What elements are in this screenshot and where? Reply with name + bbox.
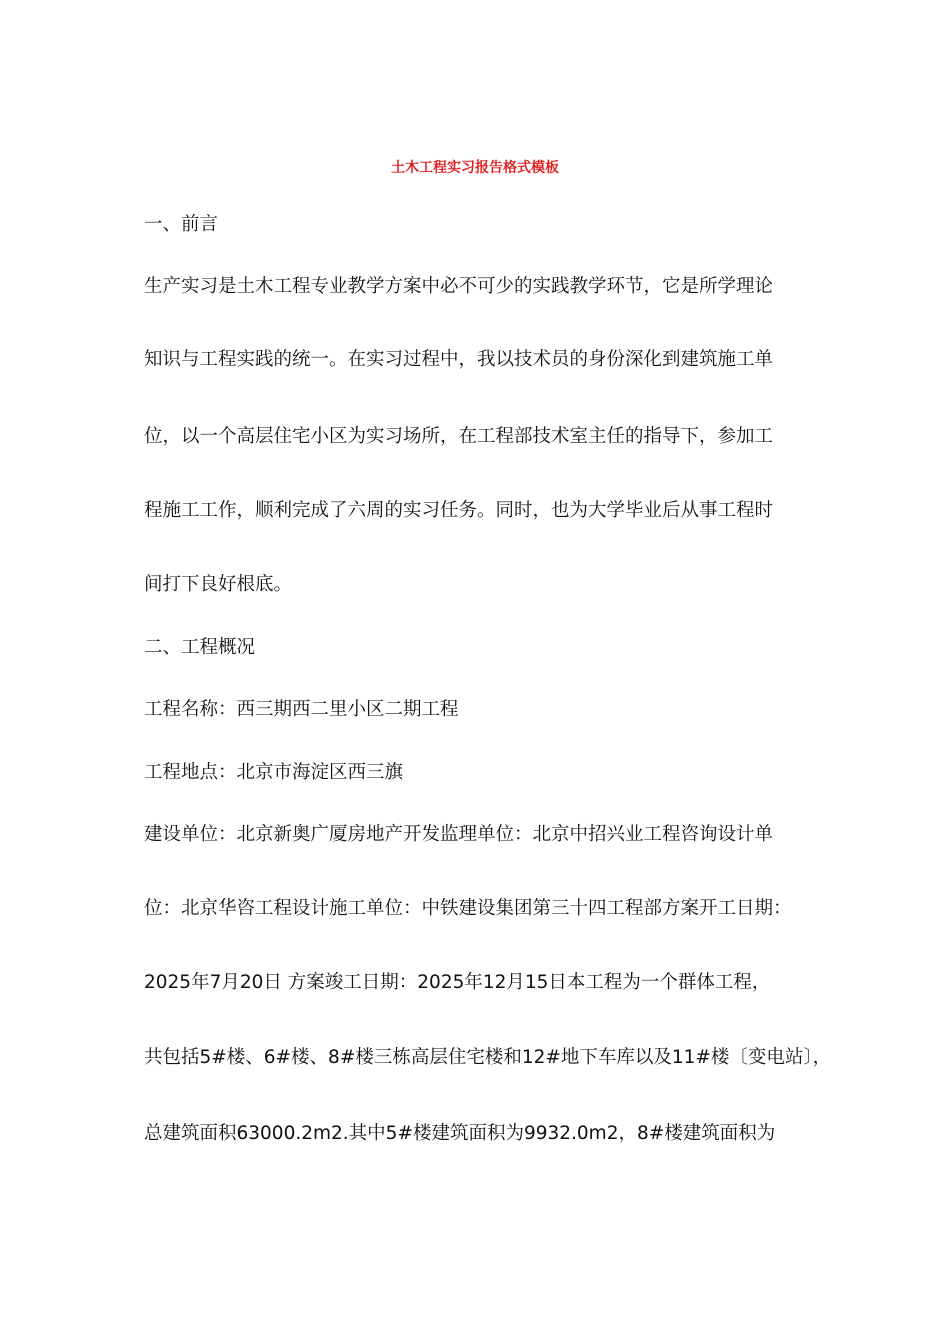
- paragraph-line: 共包括5#楼、6#楼、8#楼三栋高层住宅楼和12#地下车库以及11#楼〔变电站〕，: [144, 1047, 832, 1068]
- paragraph-line: 总建筑面积63000.2m2.其中5#楼建筑面积为9932.0m2，8#楼建筑面积为: [144, 1123, 776, 1144]
- section-heading-overview: 二、工程概况: [144, 637, 256, 658]
- paragraph-line: 位：北京华咨工程设计施工单位：中铁建设集团第三十四工程部方案开工日期：: [144, 898, 792, 919]
- project-name: 工程名称：西三期西二里小区二期工程: [144, 699, 459, 720]
- section-heading-preface: 一、前言: [144, 214, 219, 235]
- paragraph-line: 间打下良好根底。: [144, 574, 293, 595]
- document-title: 土木工程实习报告格式模板: [391, 160, 559, 176]
- paragraph-line: 2025年7月20日 方案竣工日期：2025年12月15日本工程为一个群体工程，: [144, 972, 771, 993]
- paragraph-line: 位，以一个高层住宅小区为实习场所，在工程部技术室主任的指导下，参加工: [144, 426, 774, 447]
- paragraph-line: 知识与工程实践的统一。在实习过程中，我以技术员的身份深化到建筑施工单: [144, 349, 774, 370]
- project-location: 工程地点：北京市海淀区西三旗: [144, 762, 404, 783]
- paragraph-line: 生产实习是土木工程专业教学方案中必不可少的实践教学环节，它是所学理论: [144, 276, 774, 297]
- paragraph-line: 建设单位：北京新奥广厦房地产开发监理单位：北京中招兴业工程咨询设计单: [144, 824, 774, 845]
- paragraph-line: 程施工工作，顺利完成了六周的实习任务。同时，也为大学毕业后从事工程时: [144, 500, 774, 521]
